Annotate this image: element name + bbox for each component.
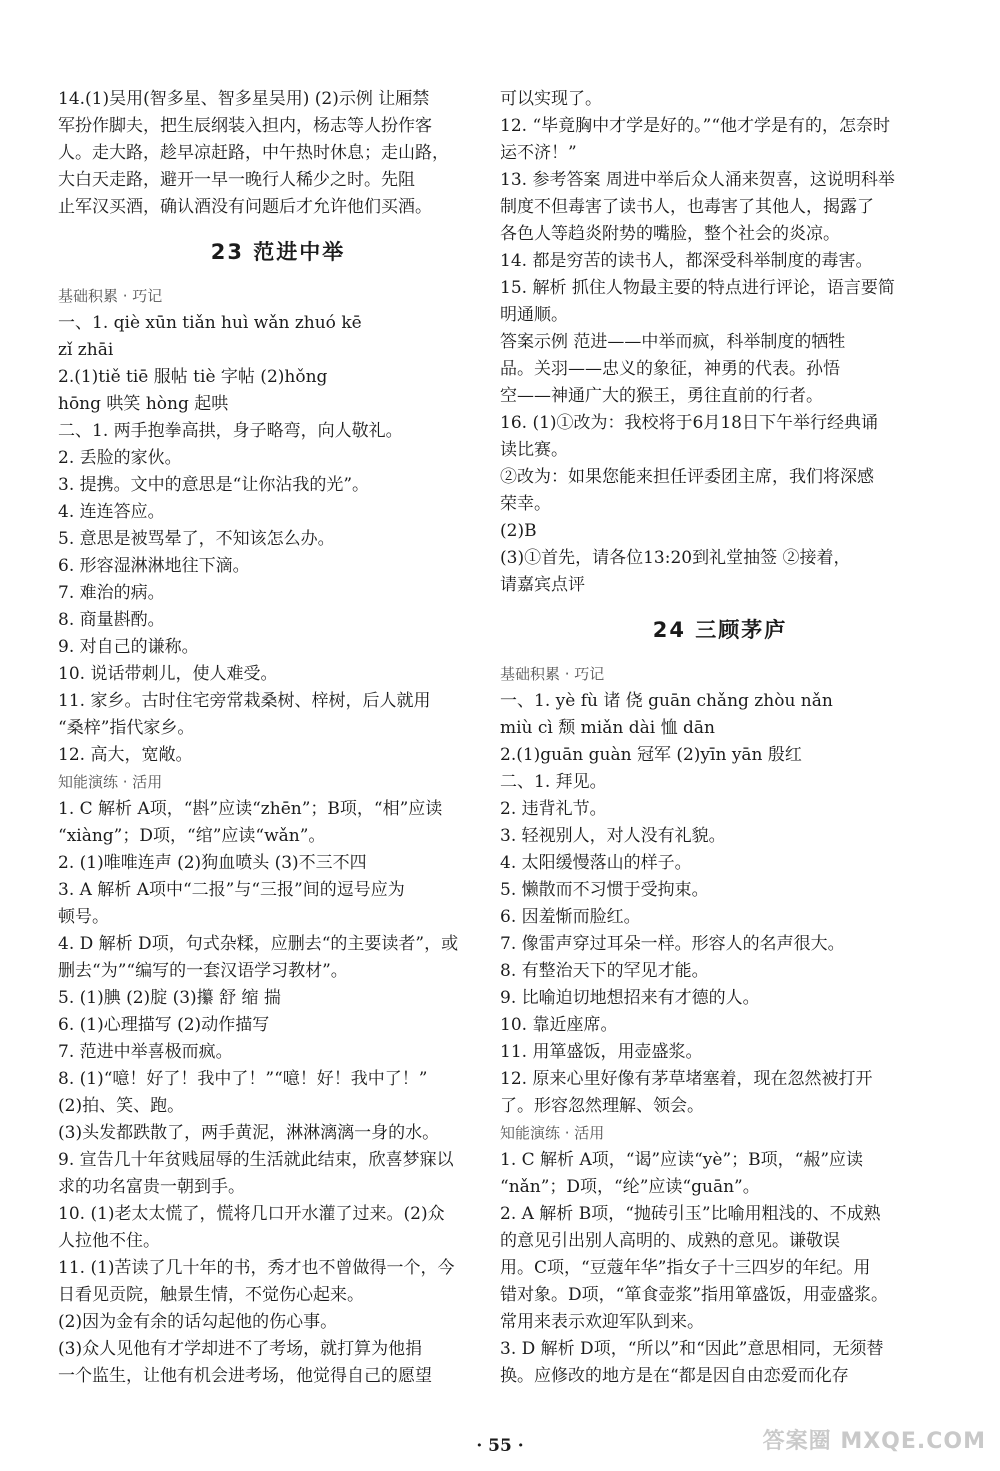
answer-line: 6. 因羞惭而脸红。 bbox=[500, 907, 641, 927]
answer-line: 10. 靠近座席。 bbox=[500, 1015, 618, 1035]
subsection-label: 知能演练 · 活用 bbox=[500, 1124, 605, 1142]
answer-line: 8. (1)“噫！好了！我中了！”“噫！好！我中了！” bbox=[58, 1069, 428, 1089]
answer-line: 制度不但毒害了读书人，也毒害了其他人，揭露了 bbox=[500, 197, 874, 217]
subsection-label: 基础积累 · 巧记 bbox=[500, 665, 605, 683]
answer-line: 换。应修改的地方是在“都是因自由恋爱而化存 bbox=[500, 1366, 849, 1386]
answer-line: 15. 解析 抓住人物最主要的特点进行评论，语言要简 bbox=[500, 278, 895, 298]
answer-line: 2. 丢脸的家伙。 bbox=[58, 448, 182, 468]
answer-line: 顿号。 bbox=[58, 907, 109, 927]
answer-line: 7. 难治的病。 bbox=[58, 583, 165, 603]
answer-line: 2. A 解析 B项，“抛砖引玉”比喻用粗浅的、不成熟 bbox=[500, 1204, 881, 1224]
answer-line: 9. 对自己的谦称。 bbox=[58, 637, 199, 657]
answer-line: 5. 意思是被骂晕了，不知该怎么办。 bbox=[58, 529, 335, 549]
answer-line: 4. 连连答应。 bbox=[58, 502, 165, 522]
answer-line: 1. C 解析 A项，“斟”应读“zhēn”；B项，“相”应读 bbox=[58, 799, 443, 819]
answer-line: 空——神通广大的猴王，勇往直前的行者。 bbox=[500, 386, 823, 406]
section-title: 24 三顾茅庐 bbox=[652, 618, 788, 642]
answer-line: (3)头发都跌散了，两手黄泥，淋淋漓漓一身的水。 bbox=[58, 1123, 440, 1143]
answer-line: 求的功名富贵一朝到手。 bbox=[58, 1177, 245, 1197]
answer-line: (2)因为金有余的话勾起他的伤心事。 bbox=[58, 1312, 338, 1332]
answer-line: 用。C项，“豆蔻年华”指女子十三四岁的年纪。用 bbox=[500, 1258, 871, 1278]
answer-line: 删去“为”“编写的一套汉语学习教材”。 bbox=[58, 961, 348, 981]
answer-line: 9. 比喻迫切地想招来有才德的人。 bbox=[500, 988, 760, 1008]
answer-line: 人拉他不住。 bbox=[58, 1231, 160, 1251]
answer-line: (3)众人见他有才学却进不了考场，就打算为他捐 bbox=[58, 1339, 423, 1359]
answer-line: 11. (1)苦读了几十年的书，秀才也不曾做得一个，今 bbox=[58, 1258, 455, 1278]
answer-line: 2.(1)tiě tiē 服帖 tiè 字帖 (2)hǒng bbox=[58, 367, 328, 387]
page-number: · 55 · bbox=[476, 1436, 524, 1456]
answer-line: 品。关羽——忠义的象征，神勇的代表。孙悟 bbox=[500, 359, 840, 379]
answer-line: 人。走大路，趁早凉赶路，中午热时休息；走山路， bbox=[58, 143, 449, 163]
answer-line: 读比赛。 bbox=[500, 440, 568, 460]
answer-line: 二、1. 拜见。 bbox=[500, 772, 607, 792]
answer-line: 1. C 解析 A项，“谒”应读“yè”；B项，“赧”应读 bbox=[500, 1150, 864, 1170]
answer-line: miù cì 颓 miǎn dài 恤 dān bbox=[500, 718, 715, 738]
answer-line: 荣幸。 bbox=[500, 494, 551, 514]
answer-line: 的意见引出别人高明的、成熟的意见。谦敬误 bbox=[500, 1231, 840, 1251]
answer-line: hōng 哄笑 hòng 起哄 bbox=[58, 394, 229, 414]
answer-line: 3. 轻视别人，对人没有礼貌。 bbox=[500, 826, 726, 846]
answer-line: 9. 宣告几十年贫贱屈辱的生活就此结束，欣喜梦寐以 bbox=[58, 1150, 454, 1170]
answer-line: 2.(1)guān guàn 冠军 (2)yīn yān 殷红 bbox=[500, 745, 802, 765]
answer-line: 11. 用箪盛饭，用壶盛浆。 bbox=[500, 1042, 703, 1062]
answer-line: 3. A 解析 A项中“二报”与“三报”间的逗号应为 bbox=[58, 880, 405, 900]
answer-line: (3)①首先，请各位13:20到礼堂抽签 ②接着， bbox=[500, 548, 851, 568]
answer-line: 可以实现了。 bbox=[500, 89, 602, 109]
answer-line: 10. 说话带刺儿，使人难受。 bbox=[58, 664, 278, 684]
answer-line: 错对象。D项，“箪食壶浆”指用箪盛饭，用壶盛浆。 bbox=[500, 1285, 889, 1305]
answer-line: 日看见贡院，触景生情，不觉伤心起来。 bbox=[58, 1285, 364, 1305]
answer-line: 一个监生，让他有机会进考场，他觉得自己的愿望 bbox=[58, 1366, 432, 1386]
answer-line: 6. (1)心理描写 (2)动作描写 bbox=[58, 1015, 270, 1035]
answer-line: 军扮作脚夫，把生辰纲装入担内，杨志等人扮作客 bbox=[58, 116, 432, 136]
answer-line: “桑梓”指代家乡。 bbox=[58, 718, 195, 738]
answer-line: 一、1. qiè xūn tiǎn huì wǎn zhuó kē bbox=[58, 313, 362, 333]
answer-line: 各色人等趋炎附势的嘴脸，整个社会的炎凉。 bbox=[500, 224, 840, 244]
answer-line: 16. (1)①改为：我校将于6月18日下午举行经典诵 bbox=[500, 413, 878, 433]
answer-line: 止军汉买酒，确认酒没有问题后才允许他们买酒。 bbox=[58, 197, 432, 217]
answer-line: zǐ zhāi bbox=[58, 340, 114, 360]
answer-line: 4. D 解析 D项，句式杂糅，应删去“的主要读者”，或 bbox=[58, 934, 459, 954]
answer-line: 常用来表示欢迎军队到来。 bbox=[500, 1312, 704, 1332]
answer-line: 11. 家乡。古时住宅旁常栽桑树、梓树，后人就用 bbox=[58, 691, 431, 711]
answer-line: 3. 提携。文中的意思是“让你沾我的光”。 bbox=[58, 475, 370, 495]
answer-line: 运不济！” bbox=[500, 143, 577, 163]
answer-line: (2)B bbox=[500, 521, 537, 541]
answer-line: “nǎn”；D项，“纶”应读“guān”。 bbox=[500, 1177, 760, 1197]
answer-line: 答案示例 范进——中举而疯，科举制度的牺牲 bbox=[500, 332, 846, 352]
answer-line: (2)拍、笑、跑。 bbox=[58, 1096, 185, 1116]
subsection-label: 基础积累 · 巧记 bbox=[58, 287, 163, 305]
answer-line: 明通顺。 bbox=[500, 305, 568, 325]
answer-line: 13. 参考答案 周进中举后众人涌来贺喜，这说明科举 bbox=[500, 170, 895, 190]
answer-line: 大白天走路，避开一早一晚行人稀少之时。先阻 bbox=[58, 170, 415, 190]
left-column bbox=[58, 86, 498, 1390]
answer-line: 14. 都是穷苦的读书人，都深受科举制度的毒害。 bbox=[500, 251, 873, 271]
answer-line: 14.(1)吴用(智多星、智多星吴用) (2)示例 让厢禁 bbox=[58, 89, 430, 109]
answer-line: 5. 懒散而不习惯于受拘束。 bbox=[500, 880, 709, 900]
answer-line: 2. (1)唯唯连声 (2)狗血喷头 (3)不三不四 bbox=[58, 853, 367, 873]
answer-line: 7. 范进中举喜极而疯。 bbox=[58, 1042, 233, 1062]
answer-line: “xiàng”；D项，“绾”应读“wǎn”。 bbox=[58, 826, 326, 846]
right-column bbox=[500, 86, 940, 1390]
watermark-logo: 答案圈 MXQE.COM bbox=[762, 1429, 986, 1454]
answer-line: 6. 形容湿淋淋地往下滴。 bbox=[58, 556, 250, 576]
answer-line: 8. 商量斟酌。 bbox=[58, 610, 165, 630]
section-title: 23 范进中举 bbox=[210, 240, 346, 264]
answer-line: 了。形容忽然理解、领会。 bbox=[500, 1096, 704, 1116]
answer-line: 2. 违背礼节。 bbox=[500, 799, 607, 819]
answer-line: 10. (1)老太太慌了，慌将几口开水灌了过来。(2)众 bbox=[58, 1204, 445, 1224]
subsection-label: 知能演练 · 活用 bbox=[58, 773, 163, 791]
answer-line: 一、1. yè fù 诸 侥 guān chǎng zhòu nǎn bbox=[500, 691, 833, 711]
answer-line: 12. “毕竟胸中才学是好的。”“他才学是有的，怎奈时 bbox=[500, 116, 891, 136]
answer-line: 4. 太阳缓慢落山的样子。 bbox=[500, 853, 692, 873]
answer-line: 请嘉宾点评 bbox=[500, 575, 585, 595]
answer-line: ②改为：如果您能来担任评委团主席，我们将深感 bbox=[500, 467, 874, 487]
answer-line: 12. 高大，宽敞。 bbox=[58, 745, 193, 765]
answer-line: 5. (1)腆 (2)腚 (3)攥 舒 缩 揣 bbox=[58, 988, 281, 1008]
answer-line: 7. 像雷声穿过耳朵一样。形容人的名声很大。 bbox=[500, 934, 845, 954]
answer-line: 3. D 解析 D项，“所以”和“因此”意思相同，无须替 bbox=[500, 1339, 884, 1359]
answer-line: 二、1. 两手抱拳高拱，身子略弯，向人敬礼。 bbox=[58, 421, 403, 441]
answer-line: 12. 原来心里好像有茅草堵塞着，现在忽然被打开 bbox=[500, 1069, 873, 1089]
answer-line: 8. 有整治天下的罕见才能。 bbox=[500, 961, 709, 981]
